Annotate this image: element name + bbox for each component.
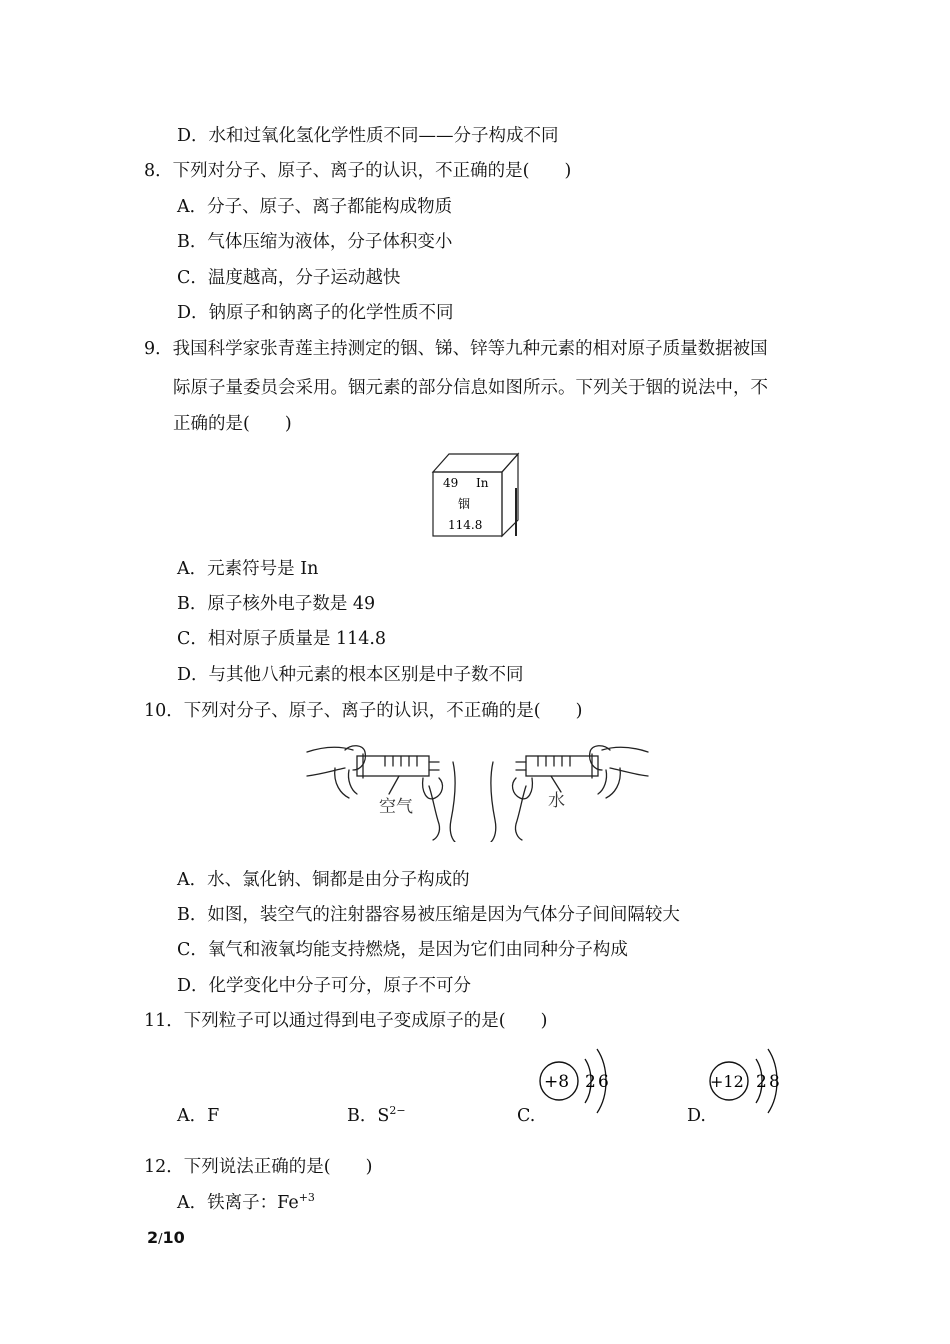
q10-option-b: B．如图，装空气的注射器容易被压缩是因为气体分子间间隔较大 (177, 905, 680, 925)
q11-option-b-charge: 2− (389, 1104, 406, 1117)
page-total: 10 (162, 1228, 185, 1247)
q8-option-d: D．钠原子和钠离子的化学性质不同 (177, 303, 454, 323)
q12-option-a (177, 1191, 315, 1215)
q8-option-a: A．分子、原子、离子都能构成物质 (177, 197, 453, 217)
q9-stem-line2: 际原子量委员会采用。铟元素的部分信息如图所示。下列关于铟的说法中，不 (173, 378, 768, 398)
atom-c-shell2: 6 (598, 1072, 609, 1092)
syringe-figure (305, 740, 650, 842)
syringe-air-label: 空气 (379, 797, 413, 817)
page-current: 2 (147, 1228, 159, 1247)
q12-option-a-text: A．铁离子：Fe (177, 1193, 299, 1213)
q9-option-b: B．原子核外电子数是 49 (177, 594, 376, 614)
q9-option-a: A．元素符号是 In (177, 559, 319, 579)
element-atomic-number: 49 (443, 476, 459, 490)
q12-option-a-charge: +3 (298, 1191, 315, 1204)
q10-option-d: D．化学变化中分子可分，原子不可分 (177, 976, 472, 996)
q9-option-c: C．相对原子质量是 114.8 (177, 629, 387, 649)
q9-stem-line3: 正确的是( ) (173, 414, 292, 434)
atom-c-shell1: 2 (585, 1072, 596, 1092)
q11-option-d: D. (687, 1106, 706, 1126)
q11-option-b (347, 1104, 406, 1128)
atom-d-shell1: 2 (756, 1072, 767, 1092)
syringe-water-label: 水 (548, 791, 565, 811)
atom-structure-d (703, 1043, 788, 1119)
atom-structure-c (535, 1043, 615, 1119)
element-card-figure (430, 450, 522, 538)
q10-option-c: C．氧气和液氧均能支持燃烧，是因为它们由同种分子构成 (177, 940, 628, 960)
q7-option-d: D．水和过氧化氢化学性质不同——分子构成不同 (177, 126, 559, 146)
q8-stem: 8．下列对分子、原子、离子的认识，不正确的是( ) (144, 161, 572, 181)
atom-c-nucleus: +8 (544, 1072, 570, 1092)
q11-stem: 11．下列粒子可以通过得到电子变成原子的是( ) (144, 1011, 548, 1031)
atom-d-shell2: 8 (769, 1072, 780, 1092)
element-symbol: In (476, 476, 489, 490)
page-separator: / (158, 1232, 163, 1247)
element-name: 铟 (458, 497, 471, 511)
atom-d-nucleus: +12 (710, 1072, 744, 1091)
q9-stem-line1: 9．我国科学家张青莲主持测定的铟、锑、锌等九种元素的相对原子质量数据被国 (144, 339, 768, 359)
q10-option-a: A．水、氯化钠、铜都是由分子构成的 (177, 870, 470, 890)
page-number (147, 1228, 185, 1247)
q9-option-d: D．与其他八种元素的根本区别是中子数不同 (177, 665, 524, 685)
q8-option-c: C．温度越高，分子运动越快 (177, 268, 401, 288)
q11-option-a: A．F (177, 1106, 220, 1126)
q12-stem: 12．下列说法正确的是( ) (144, 1157, 373, 1177)
q10-stem: 10．下列对分子、原子、离子的认识，不正确的是( ) (144, 701, 583, 721)
element-mass: 114.8 (448, 518, 483, 532)
q8-option-b: B．气体压缩为液体，分子体积变小 (177, 232, 453, 252)
q11-option-b-text: B．S (347, 1106, 390, 1126)
q11-option-c: C. (517, 1106, 536, 1126)
